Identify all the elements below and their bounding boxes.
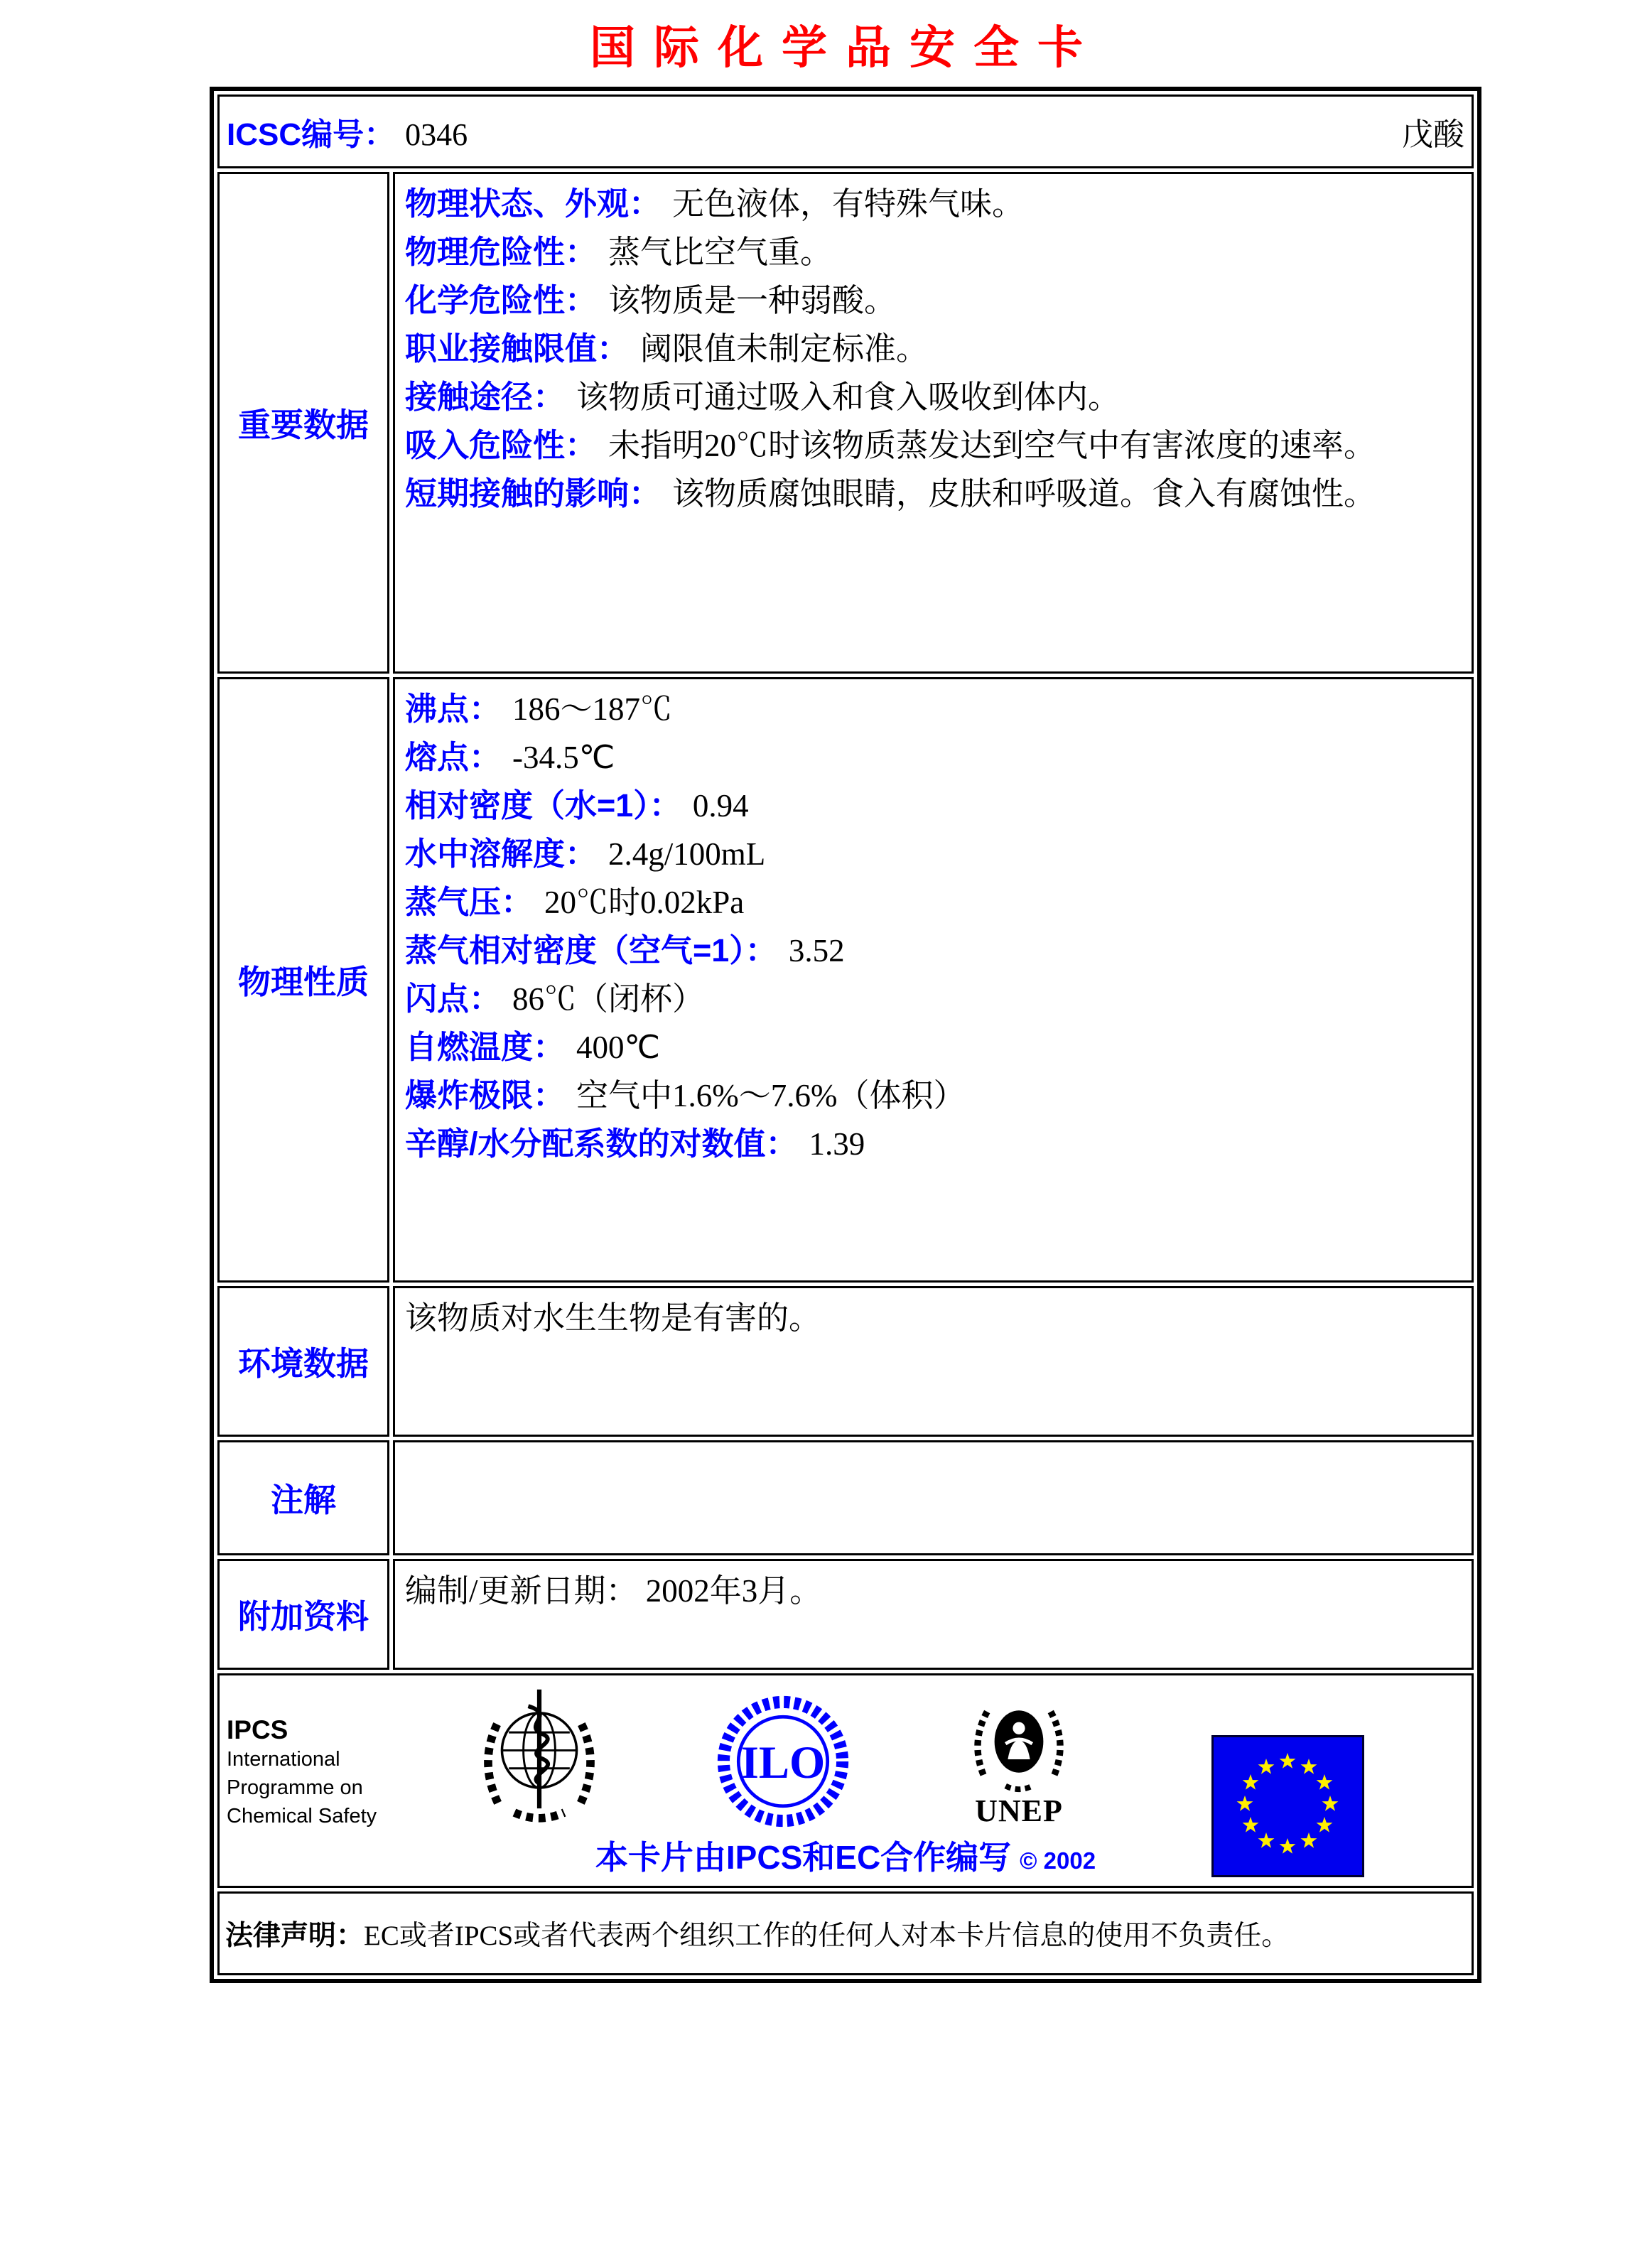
field-value: 蒸气比空气重。 [608, 234, 833, 270]
field-value: 该物质可通过吸入和食入吸收到体内。 [576, 379, 1121, 415]
field-label: 爆炸极限： [405, 1077, 566, 1113]
field-value: 2.4g/100mL [608, 836, 766, 872]
page-title: 国际化学品安全卡 [590, 21, 1101, 75]
field-value: 该物质是一种弱酸。 [608, 283, 897, 318]
section-label-important-data: 重要数据 [217, 172, 389, 674]
data-line [405, 733, 1462, 782]
data-line [405, 228, 1462, 276]
ilo-logo-icon [716, 1694, 851, 1829]
section-label-notes: 注解 [217, 1440, 389, 1555]
data-line [405, 1567, 1462, 1615]
legal-text: EC或者IPCS或者代表两个组织工作的任何人对本卡片信息的使用不负责任。 [364, 1921, 1290, 1951]
field-value: 未指明20℃时该物质蒸发达到空气中有害浓度的速率。 [608, 428, 1376, 463]
field-value: 该物质腐蚀眼睛，皮肤和呼吸道。食入有腐蚀性。 [672, 476, 1376, 512]
physical-properties-content [393, 677, 1474, 1283]
unep-logo-icon [962, 1688, 1076, 1795]
legal-cell [217, 1891, 1474, 1975]
section-label-additional-info: 附加资料 [217, 1559, 389, 1670]
field-value: 0.94 [692, 788, 749, 824]
notes-content [393, 1440, 1474, 1555]
ipcs-acronym: IPCS [227, 1715, 288, 1744]
chemical-name: 戊酸 [1402, 117, 1464, 152]
data-line [405, 1120, 1462, 1168]
data-line [405, 1294, 1462, 1342]
who-logo-icon [470, 1684, 609, 1839]
ipcs-name-line: Programme on [227, 1776, 363, 1799]
data-line [405, 373, 1462, 421]
field-label: 吸入危险性： [405, 427, 598, 463]
unep-logo-block [959, 1688, 1079, 1829]
credit-line [220, 1832, 1472, 1879]
additional-info-row [217, 1559, 1474, 1670]
field-value: 3.52 [788, 933, 845, 968]
physical-properties-row [217, 677, 1474, 1283]
field-value: 编制/更新日期： 2002年3月。 [405, 1573, 822, 1609]
field-label: 蒸气压： [405, 884, 534, 920]
safety-card-table [210, 87, 1481, 1983]
field-value: 该物质对水生生物是有害的。 [405, 1300, 821, 1336]
field-label: 熔点： [405, 739, 502, 775]
notes-row [217, 1440, 1474, 1555]
field-value: 186～187℃ [512, 691, 673, 727]
field-label: 物理危险性： [405, 234, 598, 270]
credit-text: 本卡片由IPCS和EC合作编写 [595, 1839, 1012, 1876]
field-value: 空气中1.6%～7.6%（体积） [576, 1078, 966, 1113]
unep-label: UNEP [975, 1793, 1063, 1828]
icsc-number-group [227, 109, 468, 154]
ipcs-name-line: International [227, 1748, 340, 1771]
data-line [405, 1071, 1462, 1120]
section-label-environmental-data: 环境数据 [217, 1286, 389, 1437]
ipcs-name-line: Chemical Safety [227, 1805, 377, 1828]
data-line [405, 276, 1462, 325]
important-data-row [217, 172, 1474, 674]
environmental-data-content [393, 1286, 1474, 1437]
environmental-data-row [217, 1286, 1474, 1437]
logos-cell [217, 1673, 1474, 1888]
legal-row [217, 1891, 1474, 1975]
copyright-text: © 2002 [1020, 1847, 1096, 1874]
field-value: -34.5℃ [512, 740, 615, 775]
data-line [405, 830, 1462, 878]
additional-info-content [393, 1559, 1474, 1670]
data-line [405, 1023, 1462, 1071]
field-label: 化学危险性： [405, 282, 598, 318]
icsc-number-value: 0346 [405, 117, 468, 152]
field-label: 辛醇/水分配系数的对数值： [405, 1126, 798, 1162]
field-value: 无色液体，有特殊气味。 [672, 186, 1025, 222]
data-line [405, 975, 1462, 1023]
field-label: 物理状态、外观： [405, 185, 662, 222]
field-value: 86℃（闭杯） [512, 981, 705, 1017]
section-label-physical-properties: 物理性质 [217, 677, 389, 1283]
data-line [405, 180, 1462, 228]
field-label: 相对密度（水=1）： [405, 787, 681, 824]
important-data-content [393, 172, 1474, 674]
field-label: 接触途径： [405, 379, 566, 415]
data-line [405, 685, 1462, 733]
field-label: 短期接触的影响： [405, 475, 662, 512]
header-cell [217, 95, 1474, 168]
svg-text:ILO: ILO [740, 1736, 826, 1788]
data-line [405, 782, 1462, 830]
field-label: 闪点： [405, 981, 502, 1017]
field-value: 20℃时0.02kPa [544, 885, 745, 920]
data-line [405, 325, 1462, 373]
ipcs-text-block [227, 1715, 377, 1830]
data-line [405, 470, 1462, 518]
field-label: 水中溶解度： [405, 836, 598, 872]
data-line [405, 878, 1462, 927]
field-value: 1.39 [809, 1126, 865, 1162]
field-value: 400℃ [576, 1030, 661, 1065]
field-value: 阈限值未制定标准。 [640, 331, 929, 367]
field-label: 沸点： [405, 691, 502, 727]
field-label: 自燃温度： [405, 1029, 566, 1065]
data-line [405, 421, 1462, 470]
field-label: 职业接触限值： [405, 330, 630, 367]
logos-row [217, 1673, 1474, 1888]
legal-label: 法律声明： [225, 1921, 365, 1951]
field-label: 蒸气相对密度（空气=1）： [405, 932, 777, 968]
icsc-number-label: ICSC编号： [227, 117, 396, 152]
header-row [217, 95, 1474, 168]
data-line [405, 927, 1462, 975]
